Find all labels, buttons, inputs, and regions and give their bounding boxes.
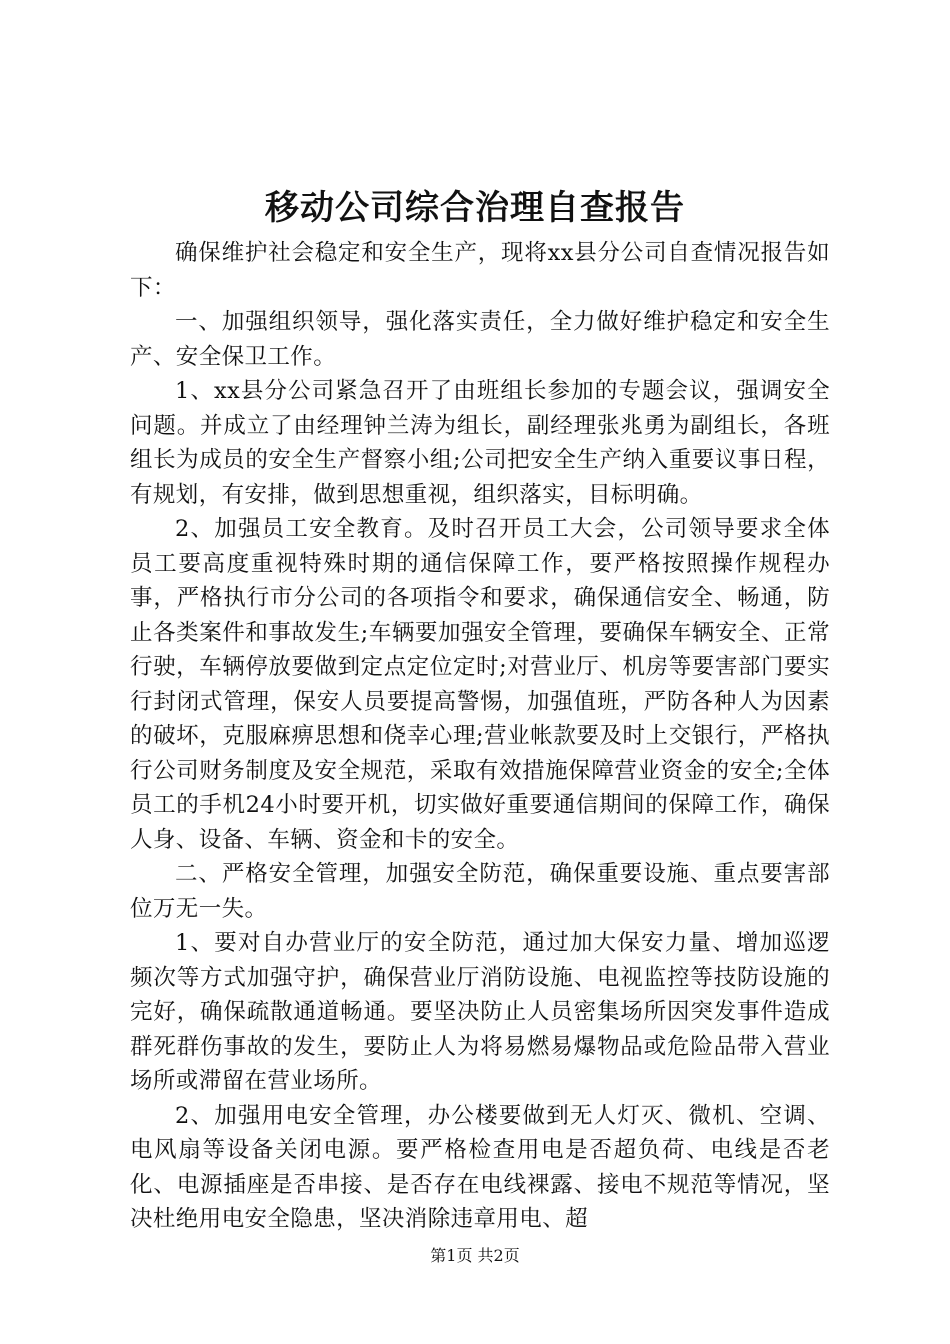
document-body [130, 236, 830, 1237]
paragraph-section-2-item-2: 2、加强用电安全管理，办公楼要做到无人灯灭、微机、空调、电风扇等设备关闭电源。要严格检查用电是否超负荷、电线是否老化、电源插座是否串接、是否存在电线裸露、接电不规范等情况，坚决杜绝用电安全隐患，坚决消除违章用电、超 [130, 1102, 830, 1232]
paragraph-intro: 确保维护社会稳定和安全生产，现将xx县分公司自查情况报告如下： [130, 240, 830, 301]
paragraph-section-1-heading: 一、加强组织领导，强化落实责任，全力做好维护稳定和安全生产、安全保卫工作。 [130, 309, 830, 370]
paragraph-section-2-item-1: 1、要对自办营业厅的安全防范，通过加大保安力量、增加巡逻频次等方式加强守护，确保营业厅消防设施、电视监控等技防设施的完好，确保疏散通道畅通。要坚决防止人员密集场所因突发事件造成群死群伤事故的发生，要防止人为将易燃易爆物品或危险品带入营业场所或滞留在营业场所。 [130, 930, 830, 1094]
document-title: 移动公司综合治理自查报告 [265, 188, 685, 228]
page-footer: 第1页 共2页 [430, 1246, 520, 1265]
paragraph-section-1-item-2: 2、加强员工安全教育。及时召开员工大会，公司领导要求全体员工要高度重视特殊时期的通信保障工作，要严格按照操作规程办事，严格执行市分公司的各项指令和要求，确保通信安全、畅通，防止各类案件和事故发生;车辆要加强安全管理，要确保车辆安全、正常行驶，车辆停放要做到定点定位定时;对营业厅、机房等要害部门要实行封闭式管理，保安人员要提高警惕，加强值班，严防各种人为因素的破坏，克服麻痹思想和侥幸心理;营业帐款要及时上交银行，严格执行公司财务制度及安全规范，采取有效措施保障营业资金的安全;全体员工的手机24小时要开机，切实做好重要通信期间的保障工作，确保人身、设备、车辆、资金和卡的安全。 [130, 516, 830, 853]
paragraph-section-2-heading: 二、严格安全管理，加强安全防范，确保重要设施、重点要害部位万无一失。 [130, 861, 830, 922]
paragraph-section-1-item-1: 1、xx县分公司紧急召开了由班组长参加的专题会议，强调安全问题。并成立了由经理钟兰涛为组长，副经理张兆勇为副组长，各班组长为成员的安全生产督察小组;公司把安全生产纳入重要议事日程，有规划，有安排，做到思想重视，组织落实，目标明确。 [130, 378, 830, 508]
